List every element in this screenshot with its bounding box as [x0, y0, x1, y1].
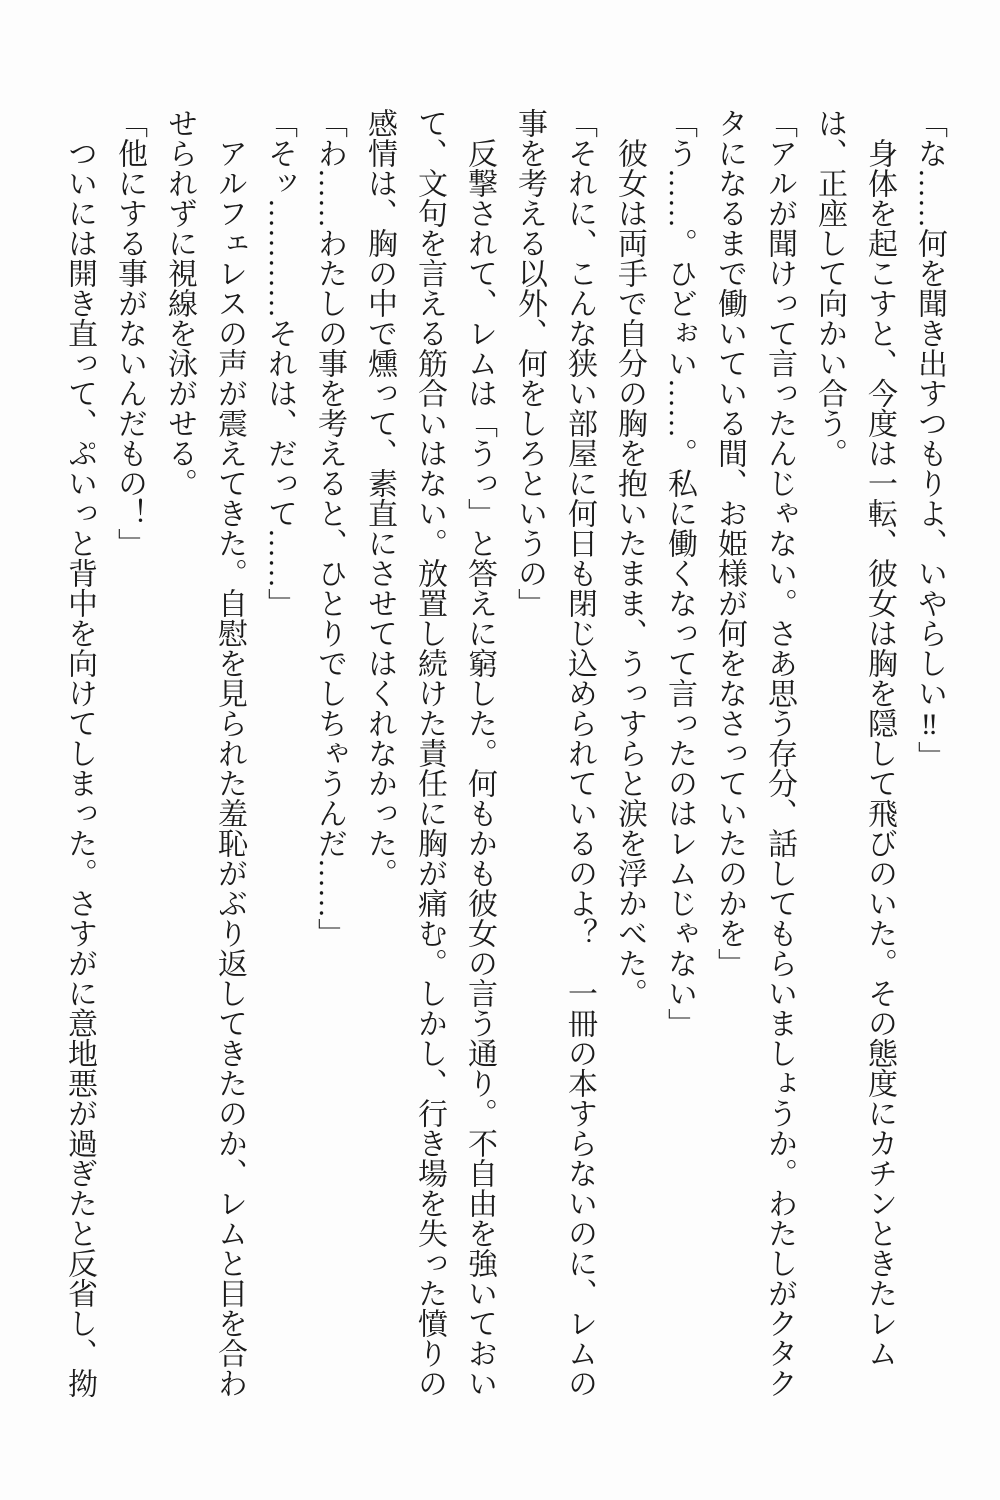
paragraph-dialogue: 「な……何を聞き出すつもりよ、いやらしい‼」 [913, 108, 946, 771]
paragraph-narrative: 身体を起こすと、今度は一転、彼女は胸を隠して飛びのいた。その態度にカチンときたレムは、正座して向かい合う。 [813, 108, 896, 1368]
paragraph-dialogue: 「う……。ひどぉい……。私に働くなって言ったのはレムじゃない」 [663, 108, 696, 1038]
paragraph-narrative: ついには開き直って、ぷいっと背中を向けてしまった。さすがに意地悪が過ぎたと反省し、拗 [63, 138, 96, 1398]
paragraph-dialogue: 「他にする事がないんだもの！」 [113, 108, 146, 558]
paragraph-dialogue: 「わ……わたしの事を考えると、ひとりでしちゃうんだ……」 [313, 108, 346, 948]
paragraph-narrative: 彼女は両手で自分の胸を抱いたまま、うっすらと涙を浮かべた。 [613, 138, 646, 1008]
paragraph-dialogue: 「それに、こんな狭い部屋に何日も閉じ込められているのよ？ 一冊の本すらないのに、レムの事を考える以外、何をしろというの」 [513, 108, 596, 1398]
paragraph-dialogue: 「アルが聞けって言ったんじゃない。さあ思う存分、話してもらいましょうか。わたしがクタクタになるまで働いている間、お姫様が何をなさっていたのかを」 [713, 108, 796, 1398]
paragraph-narrative: 反撃されて、レムは「うっ」と答えに窮した。何もかも彼女の言う通り。不自由を強いておいて、文句を言える筋合いはない。放置し続けた責任に胸が痛む。しかし、行き場を失った憤りの感情は、胸の中で燻って、素直にさせてはくれなかった。 [363, 108, 496, 1398]
paragraph-dialogue: 「そッ…………それは、だって……」 [263, 108, 296, 618]
vertical-text-block [52, 108, 954, 1400]
paragraph-narrative: アルフェレスの声が震えてきた。自慰を見られた羞恥がぶり返してきたのか、レムと目を合わせられずに視線を泳がせる。 [163, 108, 246, 1398]
